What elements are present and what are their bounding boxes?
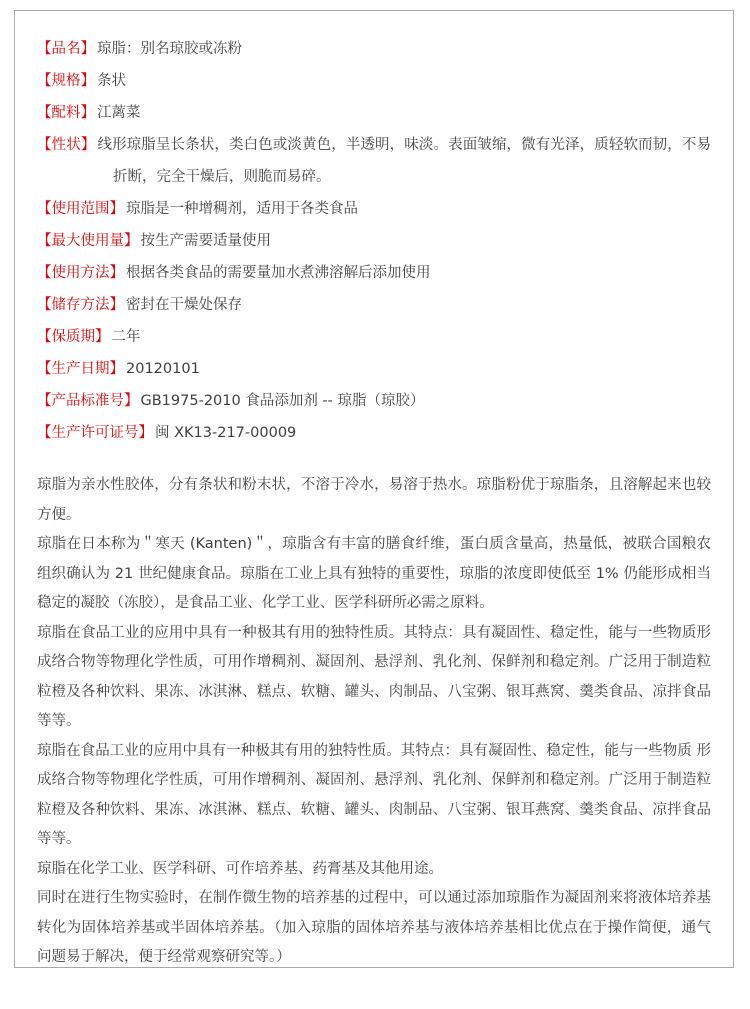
spec-label: 【使用方法】 bbox=[37, 265, 124, 281]
description-section bbox=[37, 471, 711, 973]
spec-row-chanpinbiaozhunhao bbox=[37, 385, 711, 417]
spec-label: 【生产许可证号】 bbox=[37, 425, 153, 441]
spec-value: 条状 bbox=[97, 73, 126, 89]
spec-label: 【使用范围】 bbox=[37, 201, 124, 217]
spec-value: 闽 XK13-217-00009 bbox=[155, 425, 297, 441]
spec-row-shengchanxukezhenghao bbox=[37, 417, 711, 449]
paragraph-food-industry-1: 琼脂在食品工业的应用中具有一种极其有用的独特性质。其特点：具有凝固性、稳定性，能与一些物质形成络合物等物理化学性质，可用作增稠剂、凝固剂、悬浮剂、乳化剂、保鲜剂和稳定剂。广泛用于制造粒粒橙及各种饮料、果冻、冰淇淋、糕点、软糖、罐头、肉制品、八宝粥、银耳燕窝、羹类食品、凉拌食品等等。 bbox=[37, 624, 711, 729]
spec-label: 【性状】 bbox=[37, 137, 96, 153]
spec-row-peiliao bbox=[37, 97, 711, 129]
paragraph-hydrocolloid: 琼脂为亲水性胶体，分有条状和粉末状，不溶于冷水，易溶于热水。琼脂粉优于琼脂条，且溶解起来也较方便。 bbox=[37, 477, 711, 523]
paragraph-chemical-medical: 琼脂在化学工业、医学科研、可作培养基、药膏基及其他用途。 bbox=[37, 860, 443, 877]
spec-value: 琼脂是一种增稠剂，适用于各类食品 bbox=[126, 201, 358, 217]
spec-value: 线形琼脂呈长条状，类白色或淡黄色，半透明，味淡。表面皱缩，微有光泽，质轻软而韧，不易折断，完全干燥后，则脆而易碎。 bbox=[97, 137, 712, 185]
spec-row-chucunfangfa bbox=[37, 289, 711, 321]
spec-value: 密封在干燥处保存 bbox=[126, 297, 242, 313]
spec-row-shiyongfanwei bbox=[37, 193, 711, 225]
document-body bbox=[15, 11, 733, 973]
spec-value: 根据各类食品的需要量加水煮沸溶解后添加使用 bbox=[126, 265, 431, 281]
document-frame bbox=[14, 10, 734, 968]
spec-label: 【产品标准号】 bbox=[37, 393, 139, 409]
spec-row-pinming bbox=[37, 33, 711, 65]
spec-row-xingzhuang bbox=[37, 129, 711, 193]
spec-row-shengchanriqi bbox=[37, 353, 711, 385]
spec-value: 按生产需要适量使用 bbox=[140, 233, 271, 249]
spec-value: 琼脂：别名琼胶或冻粉 bbox=[97, 41, 242, 57]
spec-label: 【保质期】 bbox=[37, 329, 110, 345]
spec-value: 江蓠菜 bbox=[97, 105, 141, 121]
spec-row-baozhiqi bbox=[37, 321, 711, 353]
spec-label: 【生产日期】 bbox=[37, 361, 124, 377]
spec-label: 【储存方法】 bbox=[37, 297, 124, 313]
paragraph-culture-medium: 同时在进行生物实验时，在制作微生物的培养基的过程中，可以通过添加琼脂作为凝固剂来将液体培养基转化为固体培养基或半固体培养基。（加入琼脂的固体培养基与液体培养基相比优点在于操作简便，通气问题易于解决，便于经常观察研究等。） bbox=[37, 890, 711, 965]
paragraph-food-industry-2: 琼脂在食品工业的应用中具有一种极其有用的独特性质。其特点：具有凝固性、稳定性，能与一些物质 形成络合物等物理化学性质，可用作增稠剂、凝固剂、悬浮剂、乳化剂、保鲜剂和稳定剂。广泛用于制造粒粒橙及各种饮料、果冻、冰淇淋、糕点、软糖、罐头、肉制品、八宝粥、银耳燕窝、羹类食品、凉拌食品等等。 bbox=[37, 742, 711, 847]
spec-value: 20120101 bbox=[126, 361, 200, 377]
spec-row-shiyongfangfa bbox=[37, 257, 711, 289]
spec-label: 【品名】 bbox=[37, 41, 95, 57]
spec-value: GB1975-2010 食品添加剂 -- 琼脂（琼胶） bbox=[140, 393, 425, 409]
spec-row-zuidashiyongliang bbox=[37, 225, 711, 257]
specification-list bbox=[37, 33, 711, 449]
spec-value: 二年 bbox=[111, 329, 141, 345]
section-divider-space bbox=[37, 449, 711, 471]
spec-row-guige bbox=[37, 65, 711, 97]
paragraph-kanten: 琼脂在日本称为＂寒天 (Kanten)＂，琼脂含有丰富的膳食纤维，蛋白质含量高，热量低，被联合国粮农组织确认为 21 世纪健康食品。琼脂在工业上具有独特的重要性，琼脂的浓度即使低至 1% 仍能形成相当稳定的凝胶（冻胶），是食品工业、化学工业、医学科研所必需之原料。 bbox=[37, 536, 711, 611]
spec-label: 【规格】 bbox=[37, 73, 95, 89]
spec-label: 【最大使用量】 bbox=[37, 233, 139, 249]
spec-label: 【配料】 bbox=[37, 105, 95, 121]
